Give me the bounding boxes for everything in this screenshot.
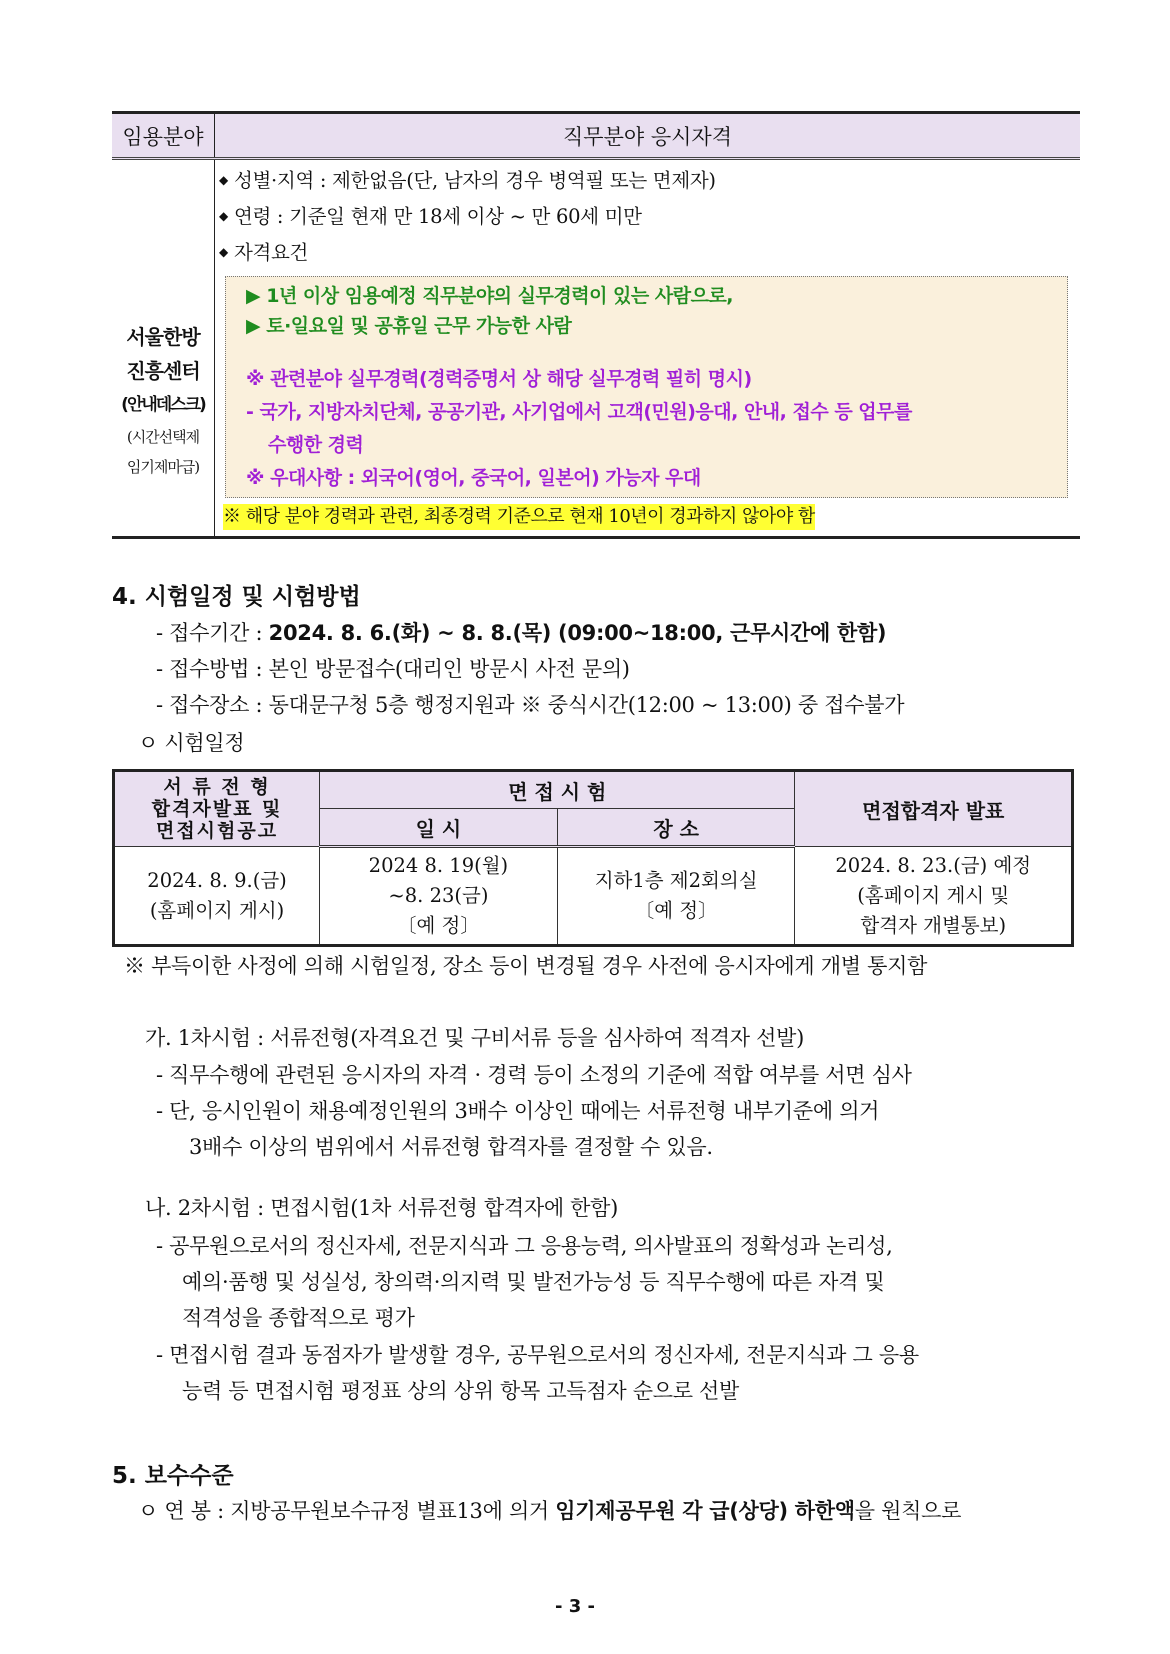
requirements-box [225, 276, 1068, 498]
field-name-cell [112, 159, 215, 538]
stage2-item: - 공무원으로서의 정신자세, 전문지식과 그 응용능력, 의사발표의 정확성과 논리성, [156, 1234, 893, 1258]
reception-period-value: 2024. 8. 6.(화) ~ 8. 8.(목) (09:00~18:00, 근무시간에 한함) [268, 621, 887, 645]
requirement-purple: 수행한 경력 [268, 434, 364, 456]
stage1-item: - 직무수행에 관련된 응시자의 자격 · 경력 등이 소정의 기준에 적합 여부를 서면 심사 [156, 1063, 912, 1087]
section4-title: 4. 시험일정 및 시험방법 [112, 584, 361, 610]
field-type-line: (시간선택제 [126, 428, 200, 446]
stage2-item: 능력 등 면접시험 평정표 상의 상위 항목 고득점자 순으로 선발 [182, 1379, 740, 1403]
section5-title: 5. 보수수준 [112, 1463, 234, 1489]
requirement-green: ▶ 토·일요일 및 공휴일 근무 가능한 사람 [246, 315, 572, 337]
stage2-item: - 면접시험 결과 동점자가 발생할 경우, 공무원으로서의 정신자세, 전문지식과 그 응용 [156, 1343, 919, 1367]
field-name-line: 진흥센터 [126, 359, 200, 383]
schedule-table [112, 769, 1074, 947]
cell-interview-place: 지하1층 제2회의실 〔예 정〕 [557, 847, 795, 946]
field-type-line: 임기제마급) [126, 458, 200, 476]
reception-method: - 접수방법 : 본인 방문접수(대리인 방문시 사전 문의) [156, 657, 630, 681]
requirement-purple: - 국가, 지방자치단체, 공공기관, 사기업에서 고객(민원)응대, 안내, 접수 등 업무를 [246, 401, 912, 423]
qualification-table [112, 111, 1080, 539]
stage2-title: 나. 2차시험 : 면접시험(1차 서류전형 합격자에 한함) [145, 1196, 619, 1220]
diamond-bullet-icon: ◆ [219, 245, 228, 259]
header-interview: 면 접 시 험 [320, 771, 795, 809]
header-final-announce: 면접합격자 발표 [795, 771, 1073, 847]
stage1-item: 3배수 이상의 범위에서 서류전형 합격자를 결정할 수 있음. [189, 1135, 713, 1159]
header-qualification: 직무분야 응시자격 [563, 124, 732, 149]
header-interview-date: 일 시 [320, 809, 558, 847]
qualification-cell [215, 159, 1081, 538]
requirement-purple: ※ 관련분야 실무경력(경력증명서 상 해당 실무경력 필히 명시) [246, 368, 752, 390]
requirement-green: ▶ 1년 이상 임용예정 직무분야의 실무경력이 있는 사람으로, [246, 285, 733, 307]
salary-bold: 임기제공무원 각 급(상당) 하한액 [555, 1499, 855, 1523]
bullet-item: ◆ 연령 : 기준일 현재 만 18세 이상 ~ 만 60세 미만 [219, 205, 642, 228]
salary-line: ㅇ 연 봉 : 지방공무원보수규정 별표13에 의거 임기제공무원 각 급(상당) 하한액을 원칙으로 [138, 1499, 962, 1523]
highlighted-note: ※ 해당 분야 경력과 관련, 최종경력 기준으로 현재 10년이 경과하지 않아야 함 [223, 504, 815, 530]
cell-interview-date: 2024 8. 19(월) ~8. 23(금) 〔예 정〕 [320, 847, 558, 946]
reception-place: - 접수장소 : 동대문구청 5층 행정지원과 ※ 중식시간(12:00 ~ 13:00) 중 접수불가 [156, 693, 905, 717]
stage1-item: - 단, 응시인원이 채용예정인원의 3배수 이상인 때에는 서류전형 내부기준에 의거 [156, 1099, 880, 1123]
header-doc-announce: 서 류 전 형 합격자발표 및 면접시험공고 [114, 771, 320, 847]
cell-final-announce: 2024. 8. 23.(금) 예정 (홈페이지 게시 및 합격자 개별통보) [795, 847, 1073, 946]
diamond-bullet-icon: ◆ [219, 209, 228, 223]
schedule-row [114, 847, 1073, 946]
field-name-line: (안내데스크) [121, 395, 205, 415]
field-name-line: 서울한방 [126, 325, 200, 349]
qualification-table-header [112, 113, 1080, 159]
page-number: - 3 - [555, 1596, 595, 1617]
bullet-item: ◆ 자격요건 [219, 241, 309, 264]
bullet-item: ◆ 성별·지역 : 제한없음(단, 남자의 경우 병역필 또는 면제자) [219, 169, 716, 192]
stage1-title: 가. 1차시험 : 서류전형(자격요건 및 구비서류 등을 심사하여 적격자 선발) [145, 1026, 804, 1050]
diamond-bullet-icon: ◆ [219, 173, 228, 187]
stage2-item: 예의·품행 및 성실성, 창의력·의지력 및 발전가능성 등 직무수행에 따른 자격 및 [182, 1270, 885, 1294]
header-interview-place: 장 소 [557, 809, 795, 847]
schedule-note: ※ 부득이한 사정에 의해 시험일정, 장소 등이 변경될 경우 사전에 응시자에게 개별 통지함 [124, 954, 928, 978]
reception-period: - 접수기간 : 2024. 8. 6.(화) ~ 8. 8.(목) (09:00~18:00, 근무시간에 한함) [156, 621, 887, 645]
requirement-purple: ※ 우대사항 : 외국어(영어, 중국어, 일본어) 가능자 우대 [246, 467, 701, 489]
schedule-heading: ㅇ 시험일정 [138, 731, 245, 755]
cell-doc-announce: 2024. 8. 9.(금) (홈페이지 게시) [114, 847, 320, 946]
qualification-row [112, 159, 1080, 538]
stage2-item: 적격성을 종합적으로 평가 [182, 1306, 415, 1330]
header-field: 임용분야 [112, 113, 215, 159]
